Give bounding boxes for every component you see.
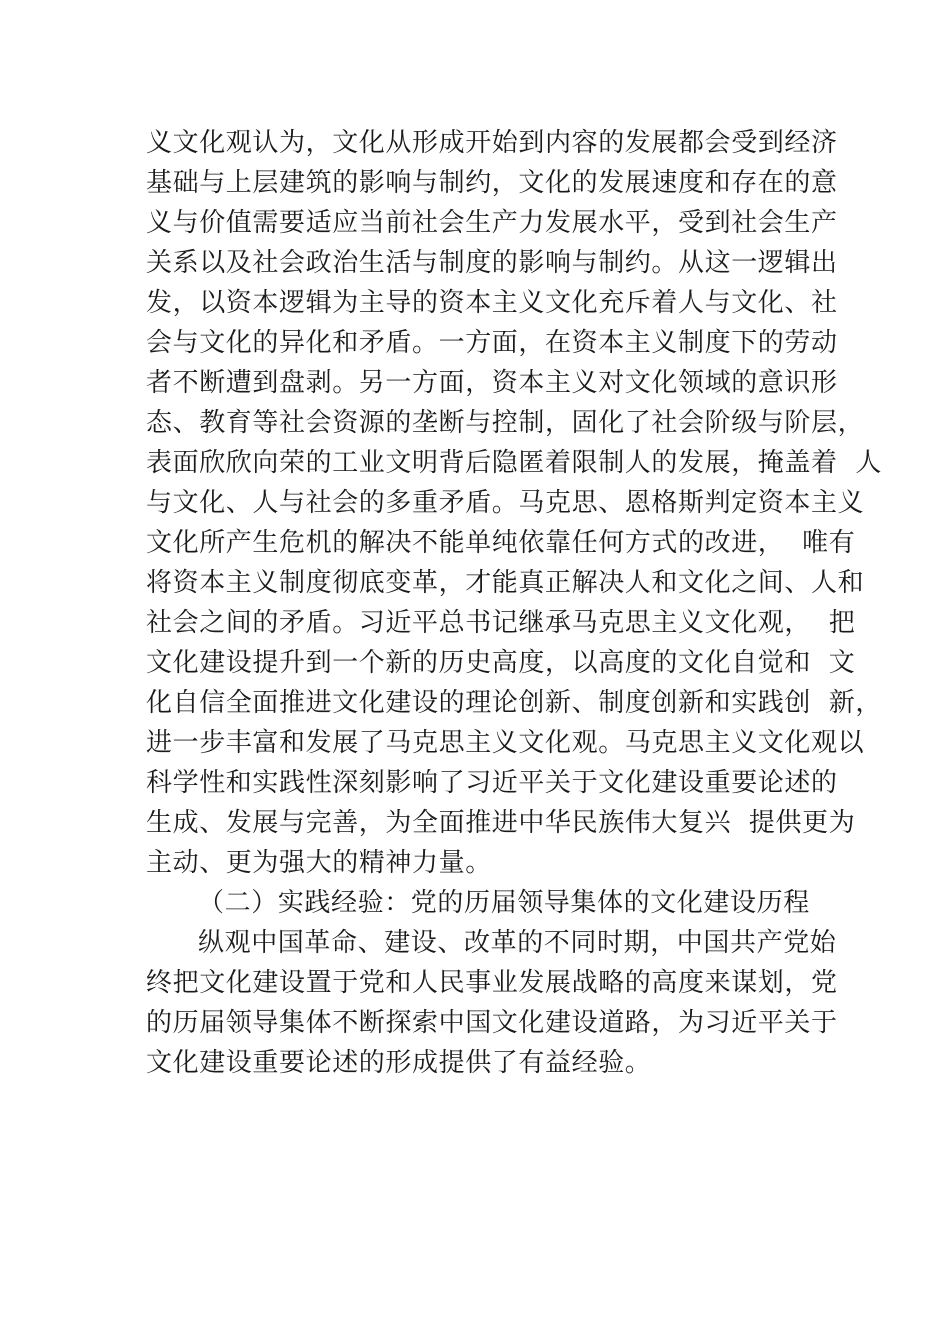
text-line: 态、教育等社会资源的垄断与控制，固化了社会阶级与阶层， — [146, 408, 865, 438]
text-line: 者不断遭到盘剥。另一方面，资本主义对文化领域的意识形 — [146, 368, 838, 398]
text-line: 主动、更为强大的精神力量。 — [146, 848, 492, 878]
text-line: 关系以及社会政治生活与制度的影响与制约。从这一逻辑出 — [146, 248, 838, 278]
text-line: 文化所产生危机的解决不能单纯依靠任何方式的改进， 唯有 — [146, 528, 856, 558]
text-line: 将资本主义制度彻底变革，才能真正解决人和文化之间、人和 — [146, 568, 865, 598]
text-line: 进一步丰富和发展了马克思主义文化观。马克思主义文化观以 — [146, 728, 865, 758]
text-line: 化自信全面推进文化建设的理论创新、制度创新和实践创 新， — [146, 688, 882, 718]
text-line: 义文化观认为，文化从形成开始到内容的发展都会受到经济 — [146, 128, 838, 158]
text-line: 文化建设重要论述的形成提供了有益经验。 — [146, 1048, 652, 1078]
text-line: 科学性和实践性深刻影响了习近平关于文化建设重要论述的 — [146, 768, 838, 798]
text-line: 发，以资本逻辑为主导的资本主义文化充斥着人与文化、社 — [146, 288, 838, 318]
text-line: 终把文化建设置于党和人民事业发展战略的高度来谋划，党 — [146, 968, 838, 998]
text-line: 义与价值需要适应当前社会生产力发展水平，受到社会生产 — [146, 208, 838, 238]
text-line: 表面欣欣向荣的工业文明背后隐匿着限制人的发展，掩盖着 人 — [146, 448, 882, 478]
text-line: 与文化、人与社会的多重矛盾。马克思、恩格斯判定资本主义 — [146, 488, 865, 518]
text-line: 纵观中国革命、建设、改革的不同时期，中国共产党始 — [198, 928, 837, 958]
text-line: 基础与上层建筑的影响与制约，文化的发展速度和存在的意 — [146, 168, 838, 198]
text-line: 文化建设提升到一个新的历史高度，以高度的文化自觉和 文 — [146, 648, 856, 678]
section-heading: （二）实践经验：党的历届领导集体的文化建设历程 — [198, 888, 810, 918]
text-line: 生成、发展与完善，为全面推进中华民族伟大复兴 提供更为 — [146, 808, 856, 838]
text-line: 的历届领导集体不断探索中国文化建设道路，为习近平关于 — [146, 1008, 838, 1038]
text-line: 会与文化的异化和矛盾。一方面，在资本主义制度下的劳动 — [146, 328, 838, 358]
text-line: 社会之间的矛盾。习近平总书记继承马克思主义文化观， 把 — [146, 608, 856, 638]
